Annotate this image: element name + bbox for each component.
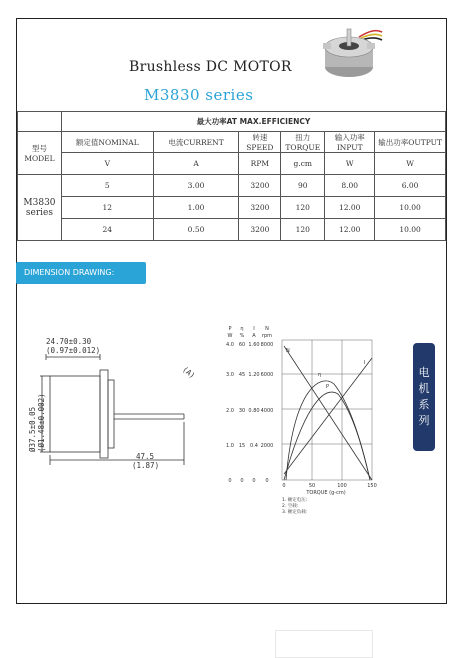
table-cell: 3.00 xyxy=(153,175,239,197)
y-tick: 3.0 xyxy=(226,372,234,378)
col-unit: rpm xyxy=(261,333,273,339)
col-header: N xyxy=(265,326,269,332)
x-axis-label: TORQUE (g-cm) xyxy=(306,490,346,496)
performance-curves xyxy=(222,324,387,514)
y-tick: 30 xyxy=(238,408,246,414)
col-unit: % xyxy=(239,333,245,339)
x-tick: 0 xyxy=(282,483,286,489)
diameter-dim-inch: (Ø1.48±0.002) xyxy=(37,393,46,452)
table-cell: 8.00 xyxy=(325,175,375,197)
length-dim: 47.5 xyxy=(136,452,155,461)
model-cell: M3830 series xyxy=(18,175,62,241)
y-tick: 60 xyxy=(238,342,246,348)
chart-note: 2. 空载: xyxy=(282,504,299,509)
curve-label: η xyxy=(318,372,322,378)
y-tick: 0 xyxy=(240,478,244,484)
motor-photo xyxy=(321,23,383,83)
table-cell: 5 xyxy=(61,175,153,197)
y-tick: 0 xyxy=(252,478,256,484)
y-tick: 1.0 xyxy=(226,443,234,449)
y-tick: 4.0 xyxy=(226,342,234,348)
table-cell: 3200 xyxy=(239,175,281,197)
table-group-title: 最大功率AT MAX.EFFICIENCY xyxy=(61,112,445,132)
y-tick: 0.80 xyxy=(248,408,260,414)
speed-curve xyxy=(284,346,372,480)
y-tick: 6000 xyxy=(260,372,274,378)
model-header: 型号MODEL xyxy=(18,132,62,175)
table-cell: 3200 xyxy=(239,219,281,241)
section-label: DIMENSION DRAWING: xyxy=(16,262,146,284)
col-header: 扭力TORQUE xyxy=(281,132,325,153)
width-dim-inch: (0.97±0.012) xyxy=(46,346,101,355)
table-cell: 120 xyxy=(281,219,325,241)
col-header: I xyxy=(253,326,255,332)
table-cell: 3200 xyxy=(239,197,281,219)
length-dim-inch: (1.87) xyxy=(132,461,160,470)
col-unit: W xyxy=(325,153,375,175)
y-tick: 2000 xyxy=(260,443,274,449)
table-row xyxy=(18,197,446,219)
page-title: Brushless DC MOTOR xyxy=(129,59,292,75)
table-cell: 1.00 xyxy=(153,197,239,219)
col-header: 转速SPEED xyxy=(239,132,281,153)
table-cell: 120 xyxy=(281,197,325,219)
y-tick: 15 xyxy=(238,443,246,449)
diameter-dim: Ø37.5±0.05 xyxy=(28,406,37,452)
table-row xyxy=(18,175,446,197)
y-tick: 1.60 xyxy=(248,342,260,348)
callout-label: (A) xyxy=(180,364,197,381)
table-cell: 10.00 xyxy=(375,197,446,219)
chart-note: 1. 额定电压: xyxy=(282,498,308,503)
y-tick: 2.0 xyxy=(226,408,234,414)
side-tab-char: 电 xyxy=(418,366,430,379)
side-tab-char: 机 xyxy=(418,382,430,395)
spacer-cell xyxy=(18,112,62,132)
col-unit: RPM xyxy=(239,153,281,175)
spec-table xyxy=(17,111,446,241)
table-cell: 90 xyxy=(281,175,325,197)
x-tick: 150 xyxy=(367,483,377,489)
efficiency-curve xyxy=(286,381,370,480)
col-unit: V xyxy=(61,153,153,175)
y-tick: 45 xyxy=(238,372,246,378)
x-tick: 100 xyxy=(337,483,347,489)
spec-sheet-frame xyxy=(16,18,447,604)
col-unit: A xyxy=(252,333,256,339)
table-row xyxy=(18,219,446,241)
series-title: M3830 series xyxy=(144,86,254,104)
table-cell: 12.00 xyxy=(325,197,375,219)
col-header: P xyxy=(228,326,232,332)
footer-box xyxy=(275,630,373,658)
chart-note: 3. 额定负载: xyxy=(282,510,308,514)
col-unit: g.cm xyxy=(281,153,325,175)
y-tick: 1.20 xyxy=(248,372,260,378)
table-cell: 6.00 xyxy=(375,175,446,197)
col-unit: W xyxy=(227,333,233,339)
width-dim: 24.70±0.30 xyxy=(46,337,92,346)
col-header: 输入功率INPUT xyxy=(325,132,375,153)
col-header: 电流CURRENT xyxy=(153,132,239,153)
y-tick: 0 xyxy=(265,478,269,484)
x-tick: 50 xyxy=(308,483,316,489)
table-cell: 24 xyxy=(61,219,153,241)
y-tick: 8000 xyxy=(260,342,274,348)
side-tab[interactable] xyxy=(413,343,435,451)
col-unit: A xyxy=(153,153,239,175)
header xyxy=(17,19,446,112)
table-cell: 12.00 xyxy=(325,219,375,241)
col-header: η xyxy=(240,326,244,332)
table-cell: 0.50 xyxy=(153,219,239,241)
table-cell: 10.00 xyxy=(375,219,446,241)
power-curve xyxy=(284,392,370,480)
dimension-drawing xyxy=(26,330,216,480)
y-tick: 0 xyxy=(228,478,232,484)
curve-label: N xyxy=(286,348,290,354)
curve-label: I xyxy=(364,360,366,366)
curve-label: P xyxy=(326,384,330,390)
col-unit: W xyxy=(375,153,446,175)
y-tick: 0.4 xyxy=(250,443,258,449)
side-tab-char: 系 xyxy=(418,398,430,411)
col-header: 输出功率OUTPUT xyxy=(375,132,446,153)
y-tick: 4000 xyxy=(260,408,274,414)
table-cell: 12 xyxy=(61,197,153,219)
side-tab-char: 列 xyxy=(418,414,430,427)
col-header: 额定值NOMINAL xyxy=(61,132,153,153)
